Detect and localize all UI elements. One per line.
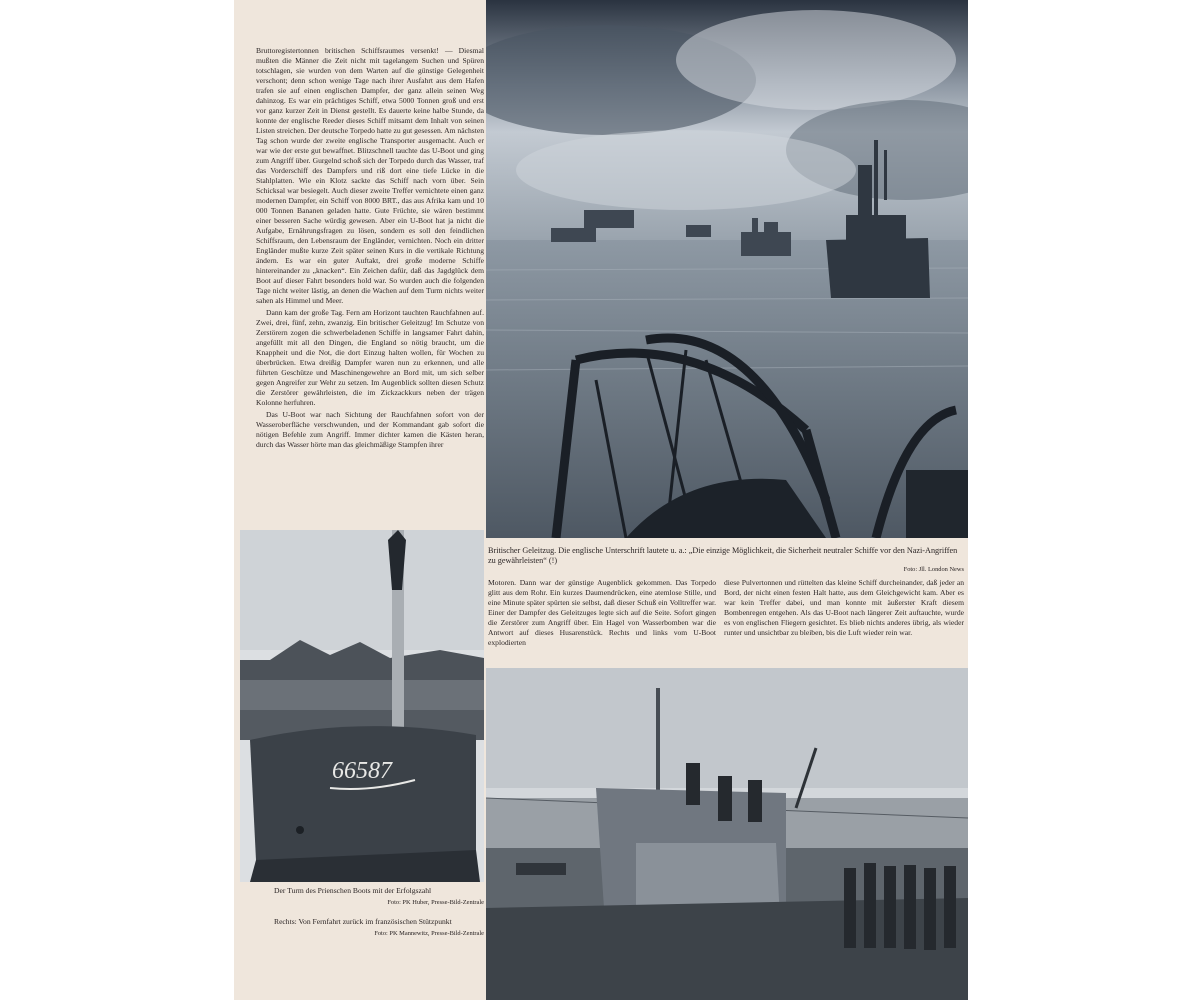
tower-photo [240,530,484,882]
tower-caption: Der Turm des Prienschen Boots mit der Erfolgszahl [274,886,432,895]
convoy-photo [486,0,968,538]
article-paragraph: Dann kam der große Tag. Fern am Horizont tauchten Rauchfahnen auf. Zwei, drei, fünf, zehn, zwanzig. Ein britischer Geleitzug! Im Schutze von Zerstörern zogen die schwerbeladenen Schiffe in langsamer Fahrt dahin, angefüllt mit all den Dingen, die England so nötig braucht, um die Knappheit und die Not, die dort Einzug halten wollen, für Wochen zu überbrücken. Etwa dreißig Dampfer waren nun zu erkennen, und alle führten Geschütze und Maschinengewehre an Bord mit, um sich selber gegen Angreifer zur Wehr zu setzen. Im Augenblick sollten diesen Schutz die Zerstörer gewährleisten, die im Zickzackkurs neben der trägen Kolonne herfuhren. [256,308,484,407]
return-caption: Rechts: Von Fernfahrt zurück im französischen Stützpunkt [274,917,452,926]
tower-credit: Foto: PK Huber, Presse-Bild-Zentrale [387,899,484,906]
return-photo [486,668,968,1000]
magazine-page [234,0,968,1000]
article-column-1 [256,46,484,452]
article-column-2 [488,578,716,648]
article-column-3 [724,578,964,638]
convoy-credit: Foto: Jll. London News [903,566,964,573]
article-paragraph: Bruttoregistertonnen britischen Schiffsraumes versenkt! — Diesmal mußten die Männer die Zeit nicht mit tagelangem Suchen und Spüren totschlagen, sie wurden von dem Warten auf die günstige Gelegenheit verschont; denn schon wenige Tage nach ihrer Ausfahrt aus dem Hafen trafen sie auf einen englischen Dampfer, der ganz allein seinen Weg dahinzog. Es war ein prächtiges Schiff, etwa 5000 Tonnen groß und erst vor ganz kurzer Zeit in Dienst gestellt. Es dauerte keine halbe Stunde, da konnte der englische Reeder dieses Schiff mitsamt dem Inhalt von seinen Listen streichen. Der deutsche Torpedo hatte zu gut gesessen. Am nächsten Tag schon wurde der zweite englische Transporter ausgemacht. Auch er war wie der erste gut bewaffnet. Blitzschnell tauchte das U-Boot und ging zum Angriff über. Gurgelnd schoß sich der Torpedo durch das Wasser, traf das Vorderschiff des Dampfers und riß dort eine tiefe Lücke in die Stahlplatten. Wie ein Klotz sackte das Schiff nach vorn über. Sein Schicksal war besiegelt. Auch dieser zweite Treffer vernichtete einen ganz modernen Dampfer, ein Schiff von 8000 BRT., das aus Afrika kam und 10 000 Tonnen Bananen geladen hatte. Gute Früchte, sie wären bestimmt einer besseren Sache würdig gewesen. Aber ein U-Boot hat ja nicht die Aufgabe, Ernährungsfragen zu lösen, sondern es soll den feindlichen Schiffsraum, den Lebensraum der Engländer, vernichten. Noch ein dritter Engländer mußte kurze Zeit später seinen Kurs in die vertikale Richtung ändern. Es war ein guter Auftakt, drei große moderne Schiffe hintereinander zu „knacken“. Ein Zeichen dafür, daß das Jagdglück dem Boot auf dieser Fahrt besonders hold war. So wurden auch die folgenden Tage nicht weiter lästig, an denen die Wachen auf dem Turm nichts weiter sahen als Himmel und Meer. [256,46,484,305]
article-paragraph: diese Pulvertonnen und rüttelten das kleine Schiff durcheinander, daß jeder an Bord, der nicht einen festen Halt hatte, aus dem Gleichgewicht kam. Aber es war kein Treffer dabei, und man konnte mit äußerster Kraft diesem Bombenregen entgehen. Als das U-Boot nach längerer Zeit auftauchte, wurde es von englischen Fliegern gesichtet. Es blieb nichts anderes übrig, als wieder runter und unsichtbar zu bleiben, bis die Luft wieder rein war. [724,578,964,637]
article-paragraph: Motoren. Dann war der günstige Augenblick gekommen. Das Torpedo glitt aus dem Rohr. Ein kurzes Daumendrücken, eine atemlose Stille, und eine Minute später spürten sie selbst, daß dieser Schuß ein Volltreffer war. Einer der Dampfer des Geleitzuges legte sich auf die Seite. Sofort gingen die Zerstörer zum Angriff über. Ein Hagel von Wasserbomben war die Antwort auf dieses Husarenstück. Rechts und links vom U-Boot explodierten [488,578,716,647]
article-paragraph: Das U-Boot war nach Sichtung der Rauchfahnen sofort von der Wasseroberfläche verschwunden, und der Kommandant gab sofort die nötigen Befehle zum Angriff. Immer dichter kamen die Kästen heran, durch das Wasser hörte man das gleichmäßige Stampfen ihrer [256,410,484,449]
convoy-caption: Britischer Geleitzug. Die englische Unterschrift lautete u. a.: „Die einzige Möglichkeit, die Sicherheit neutraler Schiffe vor den Nazi-Angriffen zu gewährleisten“ (!) [488,546,958,565]
hull-number: 66587 [332,758,392,784]
return-credit: Foto: PK Mannewitz, Presse-Bild-Zentrale [374,930,484,937]
